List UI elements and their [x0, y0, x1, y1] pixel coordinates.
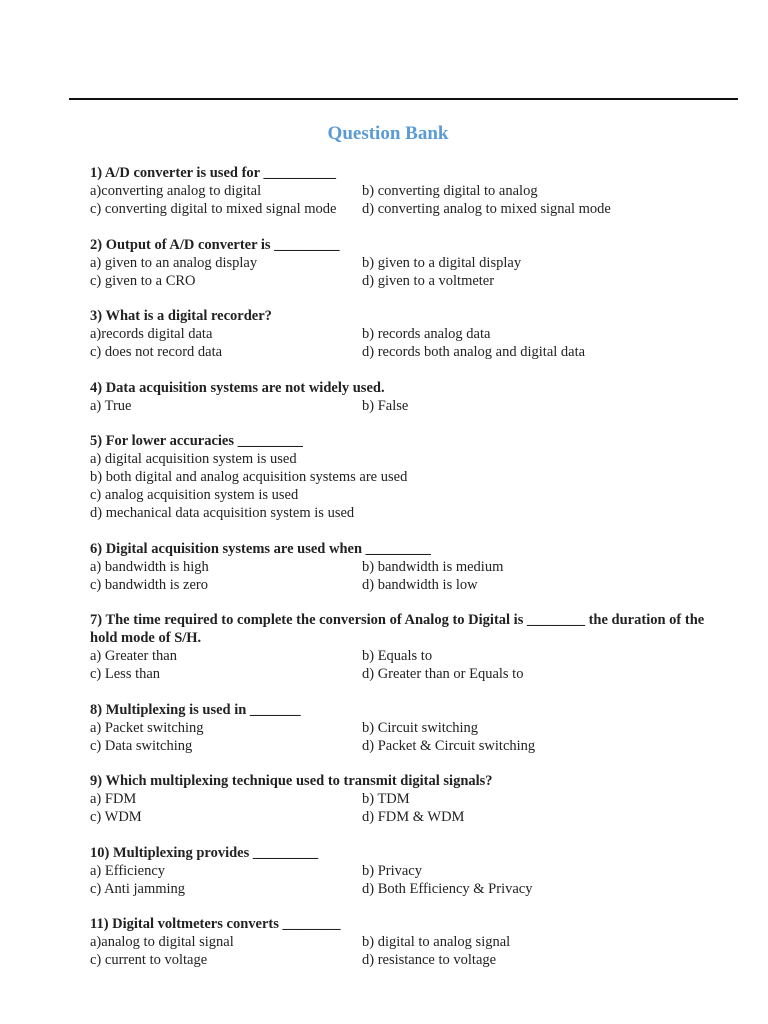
option: b) digital to analog signal: [362, 934, 511, 950]
option: b) Equals to: [362, 648, 433, 664]
option: d) records both analog and digital data: [362, 344, 586, 360]
option-row: [90, 665, 730, 683]
option: a) True: [90, 397, 132, 414]
option: d) Packet & Circuit switching: [362, 737, 536, 754]
option: b) converting digital to analog: [362, 183, 538, 199]
question-2: [90, 236, 730, 290]
option: d) mechanical data acquisition system is used: [90, 505, 355, 521]
question-6: [90, 540, 730, 594]
option: d) given to a voltmeter: [362, 272, 495, 289]
option: c) does not record data: [90, 344, 223, 360]
option: a)records digital data: [90, 326, 213, 342]
option-row: [90, 272, 730, 290]
option-row: [90, 647, 730, 665]
option: b) Circuit switching: [362, 719, 478, 736]
question-text: 3) What is a digital recorder?: [90, 308, 272, 324]
option: a)analog to digital signal: [90, 934, 234, 950]
option: d) bandwidth is low: [362, 576, 478, 593]
option: b) both digital and analog acquisition systems are used: [90, 469, 408, 485]
option-row: [90, 933, 730, 951]
option-row: [90, 808, 730, 826]
question-text: 4) Data acquisition systems are not widely used.: [90, 379, 385, 396]
question-text: 10) Multiplexing provides _________: [90, 844, 319, 861]
option: d) Greater than or Equals to: [362, 666, 524, 682]
option: c) analog acquisition system is used: [90, 487, 299, 503]
option: a) Greater than: [90, 648, 177, 664]
question-8: [90, 701, 730, 755]
option: b) Privacy: [362, 862, 422, 879]
question-text: 6) Digital acquisition systems are used when _________: [90, 540, 431, 557]
option-row: [90, 325, 730, 343]
question-4: [90, 379, 730, 415]
option: a)converting analog to digital: [90, 183, 262, 199]
option-row: [90, 254, 730, 272]
option-row: [90, 397, 730, 415]
option-row: [90, 182, 730, 200]
option: c) bandwidth is zero: [90, 576, 208, 593]
option: d) FDM & WDM: [362, 809, 465, 825]
option-row: [90, 790, 730, 808]
question-text: 9) Which multiplexing technique used to transmit digital signals?: [90, 773, 493, 789]
question-7: [90, 611, 730, 683]
option: c) Anti jamming: [90, 880, 186, 897]
option: a) bandwidth is high: [90, 558, 209, 575]
option: a) Efficiency: [90, 862, 166, 879]
option-row: [90, 576, 730, 594]
question-text: 11) Digital voltmeters converts ________: [90, 916, 341, 932]
option-row: [90, 200, 730, 218]
option: c) converting digital to mixed signal mode: [90, 201, 337, 217]
option-row: [90, 880, 730, 898]
option: c) given to a CRO: [90, 272, 196, 289]
question-10: [90, 844, 730, 898]
question-text: 7) The time required to complete the conversion of Analog to Digital is ________ the duration of the hold mode of S/H.: [90, 612, 705, 646]
option: d) converting analog to mixed signal mode: [362, 201, 611, 217]
option: d) Both Efficiency & Privacy: [362, 880, 533, 897]
option: a) given to an analog display: [90, 254, 258, 271]
option: b) given to a digital display: [362, 254, 522, 271]
question-3: [90, 307, 730, 361]
option: b) records analog data: [362, 326, 491, 342]
question-9: [90, 772, 730, 826]
option: d) resistance to voltage: [362, 952, 497, 968]
option: c) current to voltage: [90, 952, 208, 968]
option: c) WDM: [90, 809, 142, 825]
option-row: [90, 951, 730, 969]
option: a) FDM: [90, 791, 137, 807]
header-rule: [69, 98, 738, 100]
option: a) digital acquisition system is used: [90, 451, 297, 467]
option: b) TDM: [362, 791, 410, 807]
option: b) False: [362, 397, 409, 414]
question-text: 2) Output of A/D converter is _________: [90, 236, 340, 253]
question-5: [90, 432, 730, 522]
option-row: [90, 737, 730, 755]
question-text: 8) Multiplexing is used in _______: [90, 701, 301, 718]
option-row: [90, 719, 730, 737]
question-11: [90, 915, 730, 969]
question-text: 1) A/D converter is used for __________: [90, 165, 336, 181]
option: c) Less than: [90, 666, 161, 682]
option-row: [90, 862, 730, 880]
option-row: [90, 343, 730, 361]
question-list: [90, 164, 730, 987]
question-1: [90, 164, 730, 218]
question-text: 5) For lower accuracies _________: [90, 433, 303, 449]
option: b) bandwidth is medium: [362, 558, 504, 575]
option: a) Packet switching: [90, 719, 204, 736]
option: c) Data switching: [90, 737, 193, 754]
option-row: [90, 558, 730, 576]
page-title: Question Bank: [327, 123, 449, 144]
